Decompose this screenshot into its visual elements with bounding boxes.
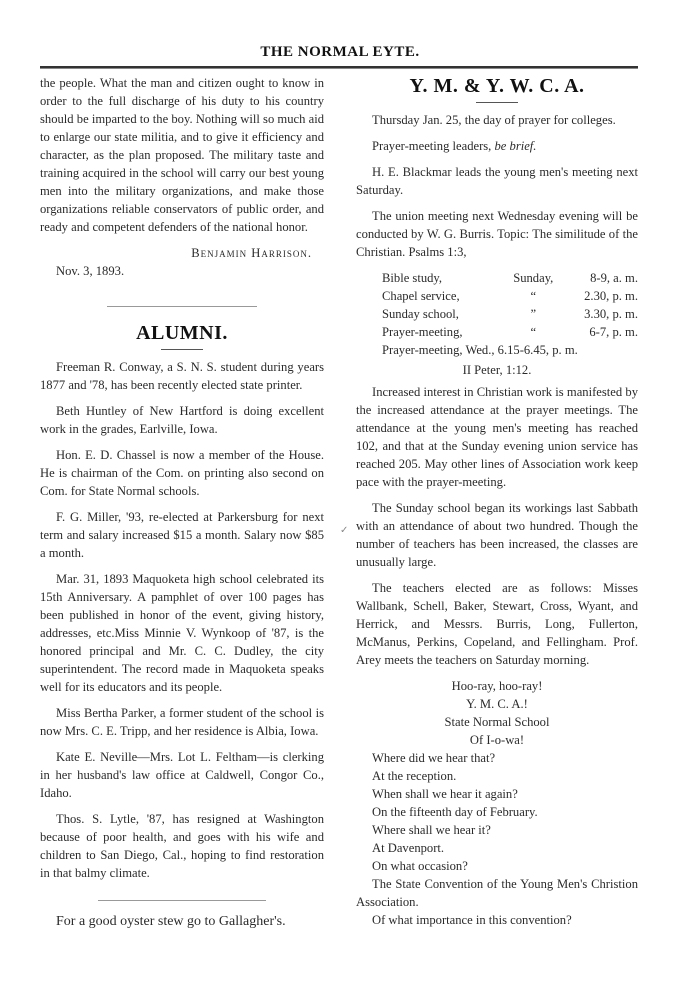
section-divider bbox=[107, 306, 257, 307]
schedule-label: Bible study, bbox=[382, 271, 443, 285]
alumni-heading: ALUMNI. bbox=[136, 322, 228, 344]
qa-line: Of what importance in this convention? bbox=[372, 913, 572, 927]
cheer-line: Hoo-ray, hoo-ray! bbox=[451, 679, 543, 693]
alumni-item: Miss Bertha Parker, a former student of the school is now Mrs. C. E. Tripp, and her residence is Albia, Iowa. bbox=[40, 706, 324, 738]
schedule-label: Chapel service, bbox=[382, 289, 460, 303]
news-emphasis: be brief. bbox=[494, 139, 537, 153]
alumni-item: Kate E. Neville—Mrs. Lot L. Feltham—is clerking in her husband's law office at Caldwell, Congor Co., Idaho. bbox=[40, 750, 324, 800]
schedule-time: 8-9, a. m. bbox=[590, 271, 638, 285]
schedule-label: Prayer-meeting, bbox=[382, 325, 463, 339]
schedule-row: Prayer-meeting, Wed., 6.15-6.45, p. m. bbox=[382, 343, 578, 357]
qa-line: Where shall we hear it? bbox=[372, 823, 491, 837]
cheer-line: State Normal School bbox=[444, 715, 550, 729]
schedule-day: “ bbox=[530, 289, 537, 303]
qa-line: On what occasion? bbox=[372, 859, 468, 873]
alumni-item: Hon. E. D. Chassel is now a member of the House. He is chairman of the Com. on printing also second on Com. for State Normal schools. bbox=[40, 448, 324, 498]
section-divider bbox=[98, 900, 266, 901]
masthead-title: THE NORMAL EYTE. bbox=[260, 44, 420, 60]
qa-line: On the fifteenth day of February. bbox=[372, 805, 538, 819]
left-column bbox=[40, 74, 324, 931]
heading-rule bbox=[476, 102, 518, 103]
schedule-row bbox=[382, 305, 638, 323]
cheer-line: Of I-o-wa! bbox=[469, 733, 525, 747]
schedule-table bbox=[382, 269, 638, 359]
schedule-day: Sunday, bbox=[513, 271, 554, 285]
dateline: Nov. 3, 1893. bbox=[56, 264, 125, 278]
ymca-heading: Y. M. & Y. W. C. A. bbox=[409, 75, 585, 97]
news-text: Prayer-meeting leaders, bbox=[372, 139, 495, 153]
news-item: The union meeting next Wednesday evening will be conducted by W. G. Burris. Topic: The similitude of the Christian. Psalms 1:3, bbox=[356, 209, 638, 259]
schedule-row bbox=[382, 269, 638, 287]
schedule-day: “ bbox=[530, 325, 537, 339]
schedule-row bbox=[382, 323, 638, 341]
schedule-row bbox=[382, 287, 638, 305]
advertisement: For a good oyster stew go to Gallagher's. bbox=[56, 914, 286, 929]
schedule-time: 2.30, p. m. bbox=[584, 289, 638, 303]
alumni-item: Mar. 31, 1893 Maquoketa high school celebrated its 15th Anniversary. A pamphlet of over 100 pages has been published in honor of the event, giving history, addresses, etc.Miss Minnie V. Wynkoop of '87, is the honored principal and Mr. C. C. Dudley, the city superintendent. The record made in Maquoketa speaks well for its educators and its people. bbox=[40, 572, 324, 694]
signature: Benjamin Harrison. bbox=[191, 246, 312, 260]
alumni-item: Thos. S. Lytle, '87, has resigned at Washington because of poor health, and goes with his wife and children to San Diego, Cal., hoping to find restoration in that balmy climate. bbox=[40, 812, 324, 880]
qa-line: At the reception. bbox=[372, 769, 457, 783]
scripture-reference: II Peter, 1:12. bbox=[462, 363, 532, 377]
news-item: Thursday Jan. 25, the day of prayer for colleges. bbox=[372, 113, 616, 127]
masthead-rule bbox=[40, 66, 638, 69]
news-item: H. E. Blackmar leads the young men's meeting next Saturday. bbox=[356, 165, 638, 197]
schedule-day: ” bbox=[530, 307, 537, 321]
qa-line: When shall we hear it again? bbox=[372, 787, 518, 801]
check-mark-icon: ✓ bbox=[340, 525, 349, 536]
heading-rule bbox=[161, 349, 203, 350]
cheer-line: Y. M. C. A.! bbox=[466, 697, 528, 711]
alumni-item: Freeman R. Conway, a S. N. S. student during years 1877 and '78, has been recently elected state printer. bbox=[40, 360, 324, 392]
schedule-time: 3.30, p. m. bbox=[584, 307, 638, 321]
qa-line: At Davenport. bbox=[372, 841, 445, 855]
schedule-label: Sunday school, bbox=[382, 307, 459, 321]
intro-paragraph: the people. What the man and citizen ought to know in order to the full discharge of his duty to his country should be imparted to the boy. Nothing will so much aid to enlarge our state militia, and to give it efficiency and character, as the plan proposed. The military taste and training acquired in the school will carry our best young men into the military organizations, and make those organizations reliable conservators of public order, and ready and competent defenders of the national honor. bbox=[40, 76, 324, 234]
news-item: The Sunday school began its workings last Sabbath with an attendance of about two hundred. Though the number of teachers has been increased, the classes are unusually large. bbox=[356, 501, 638, 569]
alumni-item: Beth Huntley of New Hartford is doing excellent work in the grades, Earlville, Iowa. bbox=[40, 404, 324, 436]
qa-line: Where did we hear that? bbox=[372, 751, 496, 765]
schedule-time: 6-7, p. m. bbox=[589, 325, 638, 339]
right-column bbox=[356, 74, 638, 929]
news-item: The teachers elected are as follows: Misses Wallbank, Schell, Baker, Stewart, Cross, Wyant, and Herrick, and Messrs. Burris, Long, Fullerton, McManus, Perkins, Copeland, and Fellingham. Prof. Arey meets the teachers on Saturday morning. bbox=[356, 581, 638, 667]
news-item: Increased interest in Christian work is manifested by the increased attendance at the prayer meetings. The attendance at the young men's meeting has reached 102, and that at the Sunday evening union service has reached 205. May other lines of Association work keep pace with the prayer-meeting. bbox=[356, 385, 638, 489]
alumni-item: F. G. Miller, '93, re-elected at Parkersburg for next term and salary increased $15 a month. Salary now $85 a month. bbox=[40, 510, 324, 560]
qa-line: The State Convention of the Young Men's Christion Association. bbox=[356, 877, 638, 909]
news-item bbox=[356, 137, 638, 155]
